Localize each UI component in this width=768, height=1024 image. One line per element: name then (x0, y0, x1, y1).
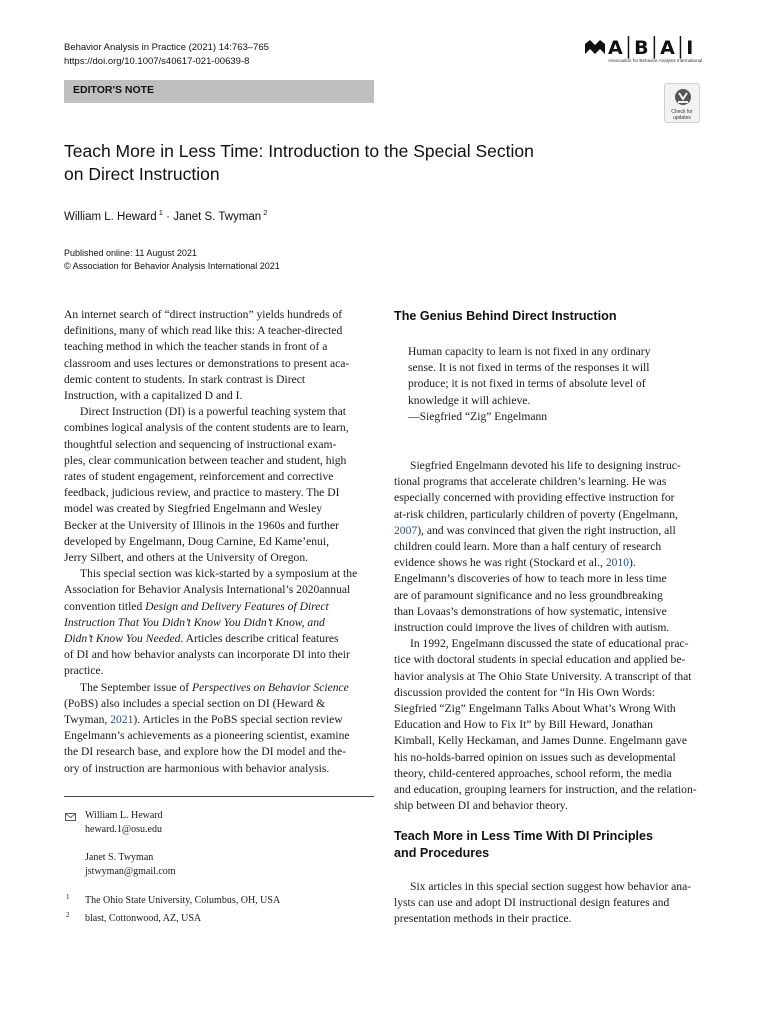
journal-citation: Behavior Analysis in Practice (2021) 14:763–765 (64, 42, 269, 53)
epigraph-quote: Human capacity to learn is not fixed in any ordinary sense. It is not fixed in terms of the responses it will produce; it is not fixed in terms of absolute level of knowledge it will achieve. —Siegfried “Zig” Engelmann (408, 344, 702, 425)
abai-logo-subtitle: Association for Behavior Analysis International (608, 58, 703, 63)
footnote-divider (64, 796, 374, 797)
corresponding-author-2-name: Janet S. Twyman (85, 852, 154, 863)
author-separator: · (166, 210, 170, 223)
copyright-notice: © Association for Behavior Analysis International 2021 (64, 261, 280, 271)
affiliation-ref-1: 1 (158, 208, 163, 217)
author-list (64, 208, 267, 223)
doi-link[interactable]: https://doi.org/10.1007/s40617-021-00639-8 (64, 56, 250, 67)
affiliation-2: blast, Cottonwood, AZ, USA (85, 913, 202, 924)
affiliation-ref-2: 2 (263, 208, 268, 217)
author-twyman[interactable]: Janet S. Twyman (173, 210, 262, 223)
article-title-line2: on Direct Instruction (64, 164, 220, 184)
citation-link-2010[interactable]: 2010 (605, 556, 630, 570)
paragraph-six-articles: Six articles in this special section suggest how behavior ana- lysts can use and adopt DI instructional design features and presentation methods in their practice. (394, 880, 692, 926)
citation-link-2007[interactable]: 2007 (394, 523, 418, 537)
epigraph-attribution: —Siegfried “Zig” Engelmann (408, 409, 548, 423)
affiliation-number-2: 2 (66, 911, 70, 919)
affiliation-1: The Ohio State University, Columbus, OH, USA (85, 895, 281, 906)
paragraph-di-definition: Direct Instruction (DI) is a powerful teaching system that combines logical analysis of the content students are to learn, thoughtful selection and sequencing of instructional exam- ples, clear communication between teacher and student, high rates of student engagement, reinforcement and corrective feedback, judicious review, and practice to mastery. The DI model was created by Siegfried Engelmann and Wesley Becker at the University of Illinois in the 1960s and further developed by Engelmann, Doug Carnine, Ed Kame’enui, Jerry Silbert, and others at the University of Oregon. (64, 405, 349, 565)
section-label: EDITOR'S NOTE (73, 84, 155, 96)
abai-logo-icon (584, 38, 606, 56)
check-for-updates-badge[interactable] (664, 83, 700, 123)
left-column (64, 307, 374, 777)
corresponding-author-1-email[interactable]: heward.1@osu.edu (85, 824, 162, 835)
affiliation-number-1: 1 (66, 893, 70, 901)
envelope-icon (65, 813, 76, 821)
published-date: Published online: 11 August 2021 (64, 248, 197, 258)
abai-logo (584, 38, 704, 68)
citation-link-2021[interactable]: 2021 (110, 713, 134, 727)
article-title (64, 140, 604, 186)
check-for-updates-icon (674, 87, 692, 107)
corresponding-author-2-email[interactable]: jstwyman@gmail.com (85, 866, 176, 877)
abai-logo-letters: A│B│A│I (608, 37, 694, 59)
section-heading-teach-more: Teach More in Less Time With DI Principles and Procedures (394, 829, 654, 860)
article-title-line1: Teach More in Less Time: Introduction to the Special Section (64, 141, 534, 161)
paragraph-pobs: The September issue of Perspectives on Behavior Science (PoBS) also includes a special section on DI (Heward & Twyman, 2021). Articles in the PoBS special section review Engelmann’s achievements as a pioneering scientist, examine the DI research base, and explore how the DI model and the- ory of instruction are harmonious with behavior analysis. (64, 680, 350, 775)
check-for-updates-label: Check for updates (671, 109, 693, 121)
corresponding-author-1-name: William L. Heward (85, 810, 163, 821)
section-label-bar (64, 80, 374, 103)
section-heading-genius: The Genius Behind Direct Instruction (394, 309, 617, 323)
paragraph-symposium: This special section was kick-started by a symposium at the Association for Behavior Analysis International’s 2020annual convention titled Design and Delivery Features of Direct Instruction That You Didn’t Know You Didn’t Know, and Didn’t Know You Needed. Articles describe critical features of DI and how behavior analysts can incorporate DI into their practice. (64, 567, 358, 678)
paragraph-intro: An internet search of “direct instruction” yields hundreds of definitions, many of which read like this: A teacher-directed teaching method in which the teacher stands in front of a classroom and uses lectures or demonstrations to present aca- demic content to students. In stark contrast is Direct Instruction, with a capitalized D and I. (64, 308, 350, 403)
paragraph-engelmann-life: Siegfried Engelmann devoted his life to designing instruc- tional programs that accelerate children’s learning. He was especially concerned with providing effective instruction for at-risk children, particularly children of poverty (Engelmann, 2007), and was convinced that given the right instruction, all children could learn. More than a half century of research evidence shows he was right (Stockard et al., 2010). Engelmann’s discoveries of how to teach more in less time are of paramount significance and no less groundbreaking than Lovaas’s demonstrations of how systematic, intensive instruction could improve the lives of children with autism. In 1992, Engelmann discussed the state of educational prac- tice with doctoral students in special education and applied be- havior analysis at The Ohio State University. A transcript of that discussion provided the content for “In His Own Words: Siegfried “Zig” Engelmann Talks About What’s Wrong With Education and How to Fix It” by Bill Heward, Jonathan Kimball, Kelly Heckaman, and James Dunne. Engelmann gave his no-holds-barred opinion on issues such as developmental theory, child-centered approaches, school reform, the media and education, grouping learners for instruction, and the relation- ship between DI and behavior theory. (394, 459, 697, 813)
author-heward[interactable]: William L. Heward (64, 210, 157, 223)
